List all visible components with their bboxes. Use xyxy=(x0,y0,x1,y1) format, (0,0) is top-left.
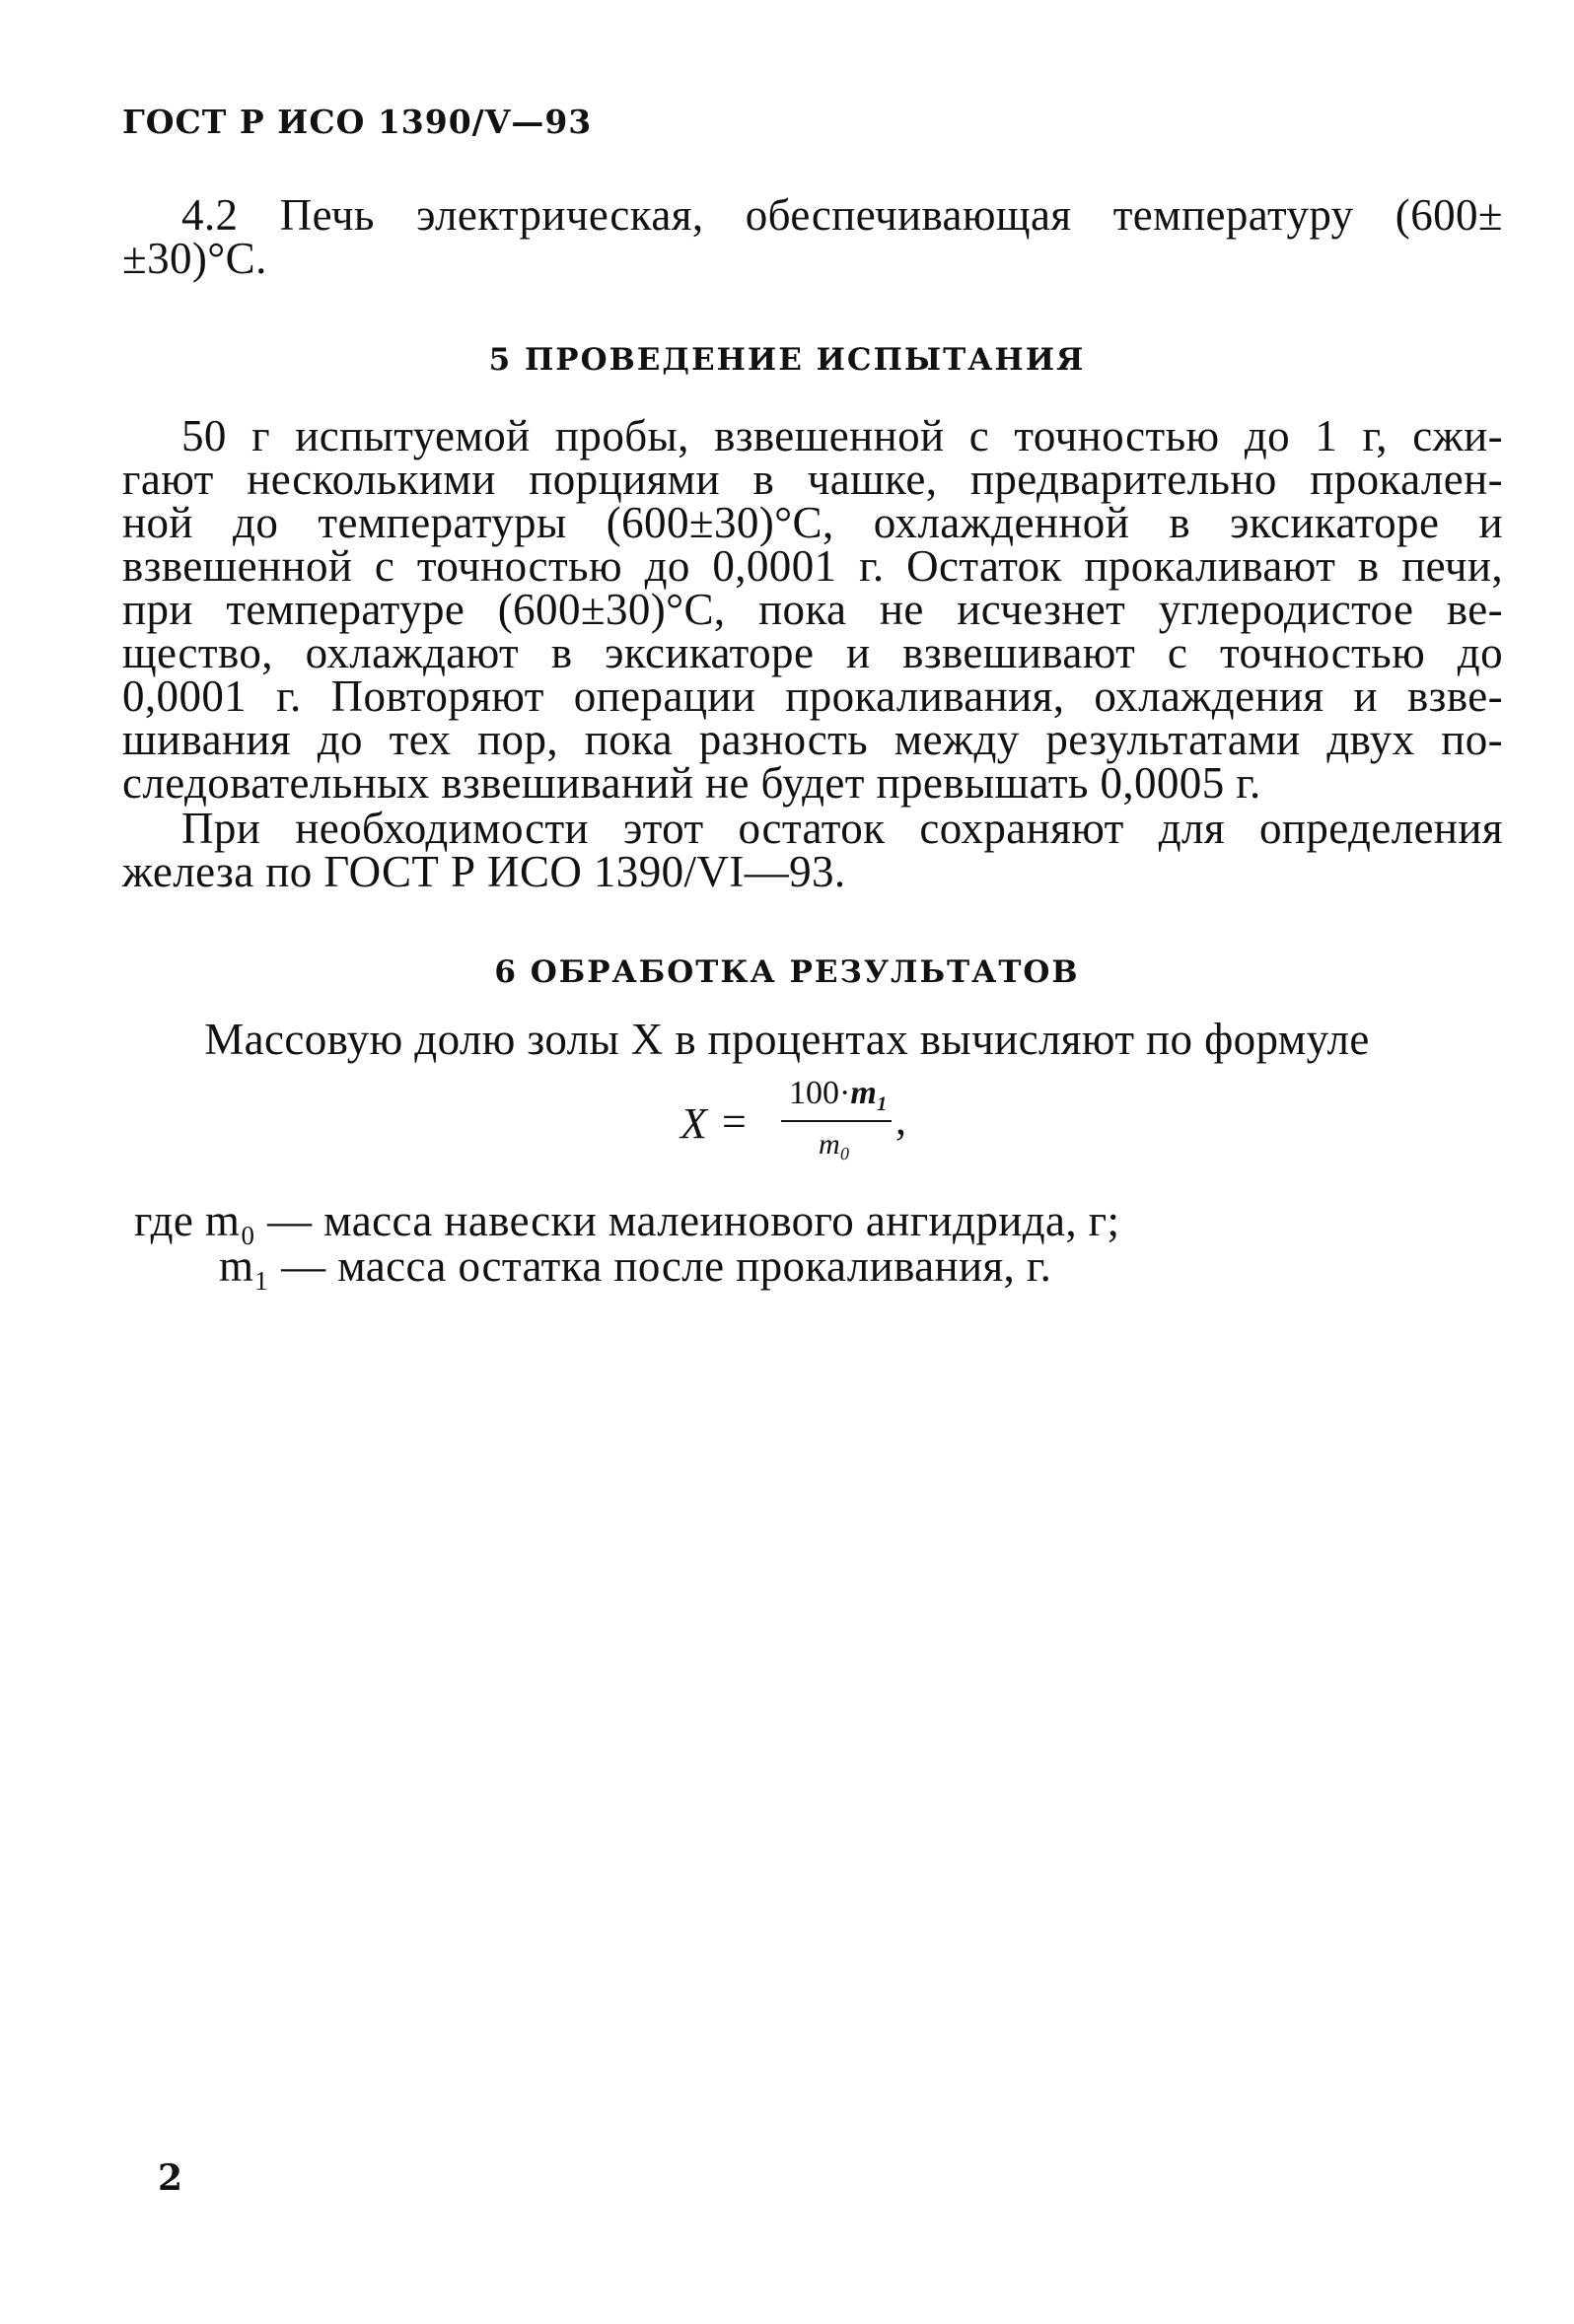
paragraph-line: следовательных взвешиваний не будет превышать 0,0005 г. xyxy=(122,758,1261,808)
paragraph-line: гают несколькими порциями в чашке, предварительно прокален- xyxy=(122,455,1503,504)
formula-equals: = xyxy=(722,1097,747,1146)
section-5-paragraph-1 xyxy=(122,411,1503,808)
section-5-heading: 5 ПРОВЕДЕНИЕ ИСПЫТАНИЯ xyxy=(488,342,1086,378)
formula-numerator-coef: 100· xyxy=(789,1075,851,1111)
clause-4-2 xyxy=(122,190,1503,283)
paragraph-line: При необходимости этот остаток сохраняют для определения xyxy=(181,804,1503,853)
paragraph-line: шивания до тех пор, пока разность между результатами двух по- xyxy=(122,715,1503,764)
section-5-paragraph-2 xyxy=(122,804,1503,896)
paragraph-line: ной до температуры (600±30)°С, охлажденной в эксикаторе и xyxy=(122,498,1503,547)
paragraph-line: при температуре (600±30)°С, пока не исчезнет углеродистое ве- xyxy=(122,585,1503,634)
page-number: 2 xyxy=(158,2157,183,2199)
section-6-heading: 6 ОБРАБОТКА РЕЗУЛЬТАТОВ xyxy=(494,954,1080,990)
paragraph-line: 50 г испытуемой пробы, взвешенной с точностью до 1 г, сжи- xyxy=(181,411,1503,460)
paragraph-line: железа по ГОСТ Р ИСО 1390/VI—93. xyxy=(122,847,846,896)
formula-numerator-var: m₁ xyxy=(850,1075,889,1111)
ash-formula xyxy=(680,1075,937,1183)
where-m0: где m₀ — масса навески малеинового ангидрида, г; xyxy=(134,1196,1120,1245)
clause-4-2-line: 4.2 Печь электрическая, обеспечивающая температуру (600± xyxy=(181,190,1503,240)
where-m1: m₁ — масса остатка после прокаливания, г. xyxy=(219,1241,1052,1291)
formula-denominator: m₀ xyxy=(819,1128,851,1161)
paragraph-line: взвешенной с точностью до 0,0001 г. Остаток прокаливают в печи, xyxy=(122,541,1503,591)
formula-intro: Массовую долю золы X в процентах вычисляют по формуле xyxy=(204,1015,1370,1064)
fraction-bar xyxy=(781,1120,892,1122)
clause-4-2-line: ±30)°С. xyxy=(122,234,267,283)
formula-numerator xyxy=(789,1075,889,1112)
paragraph-line: 0,0001 г. Повторяют операции прокаливания, охлаждения и взве- xyxy=(122,671,1503,721)
paragraph-line: щество, охлаждают в эксикаторе и взвешивают с точностью до xyxy=(122,628,1503,677)
formula-comma: , xyxy=(895,1095,906,1144)
running-head: ГОСТ Р ИСО 1390/V—93 xyxy=(122,103,593,141)
formula-lhs: X xyxy=(680,1099,707,1148)
